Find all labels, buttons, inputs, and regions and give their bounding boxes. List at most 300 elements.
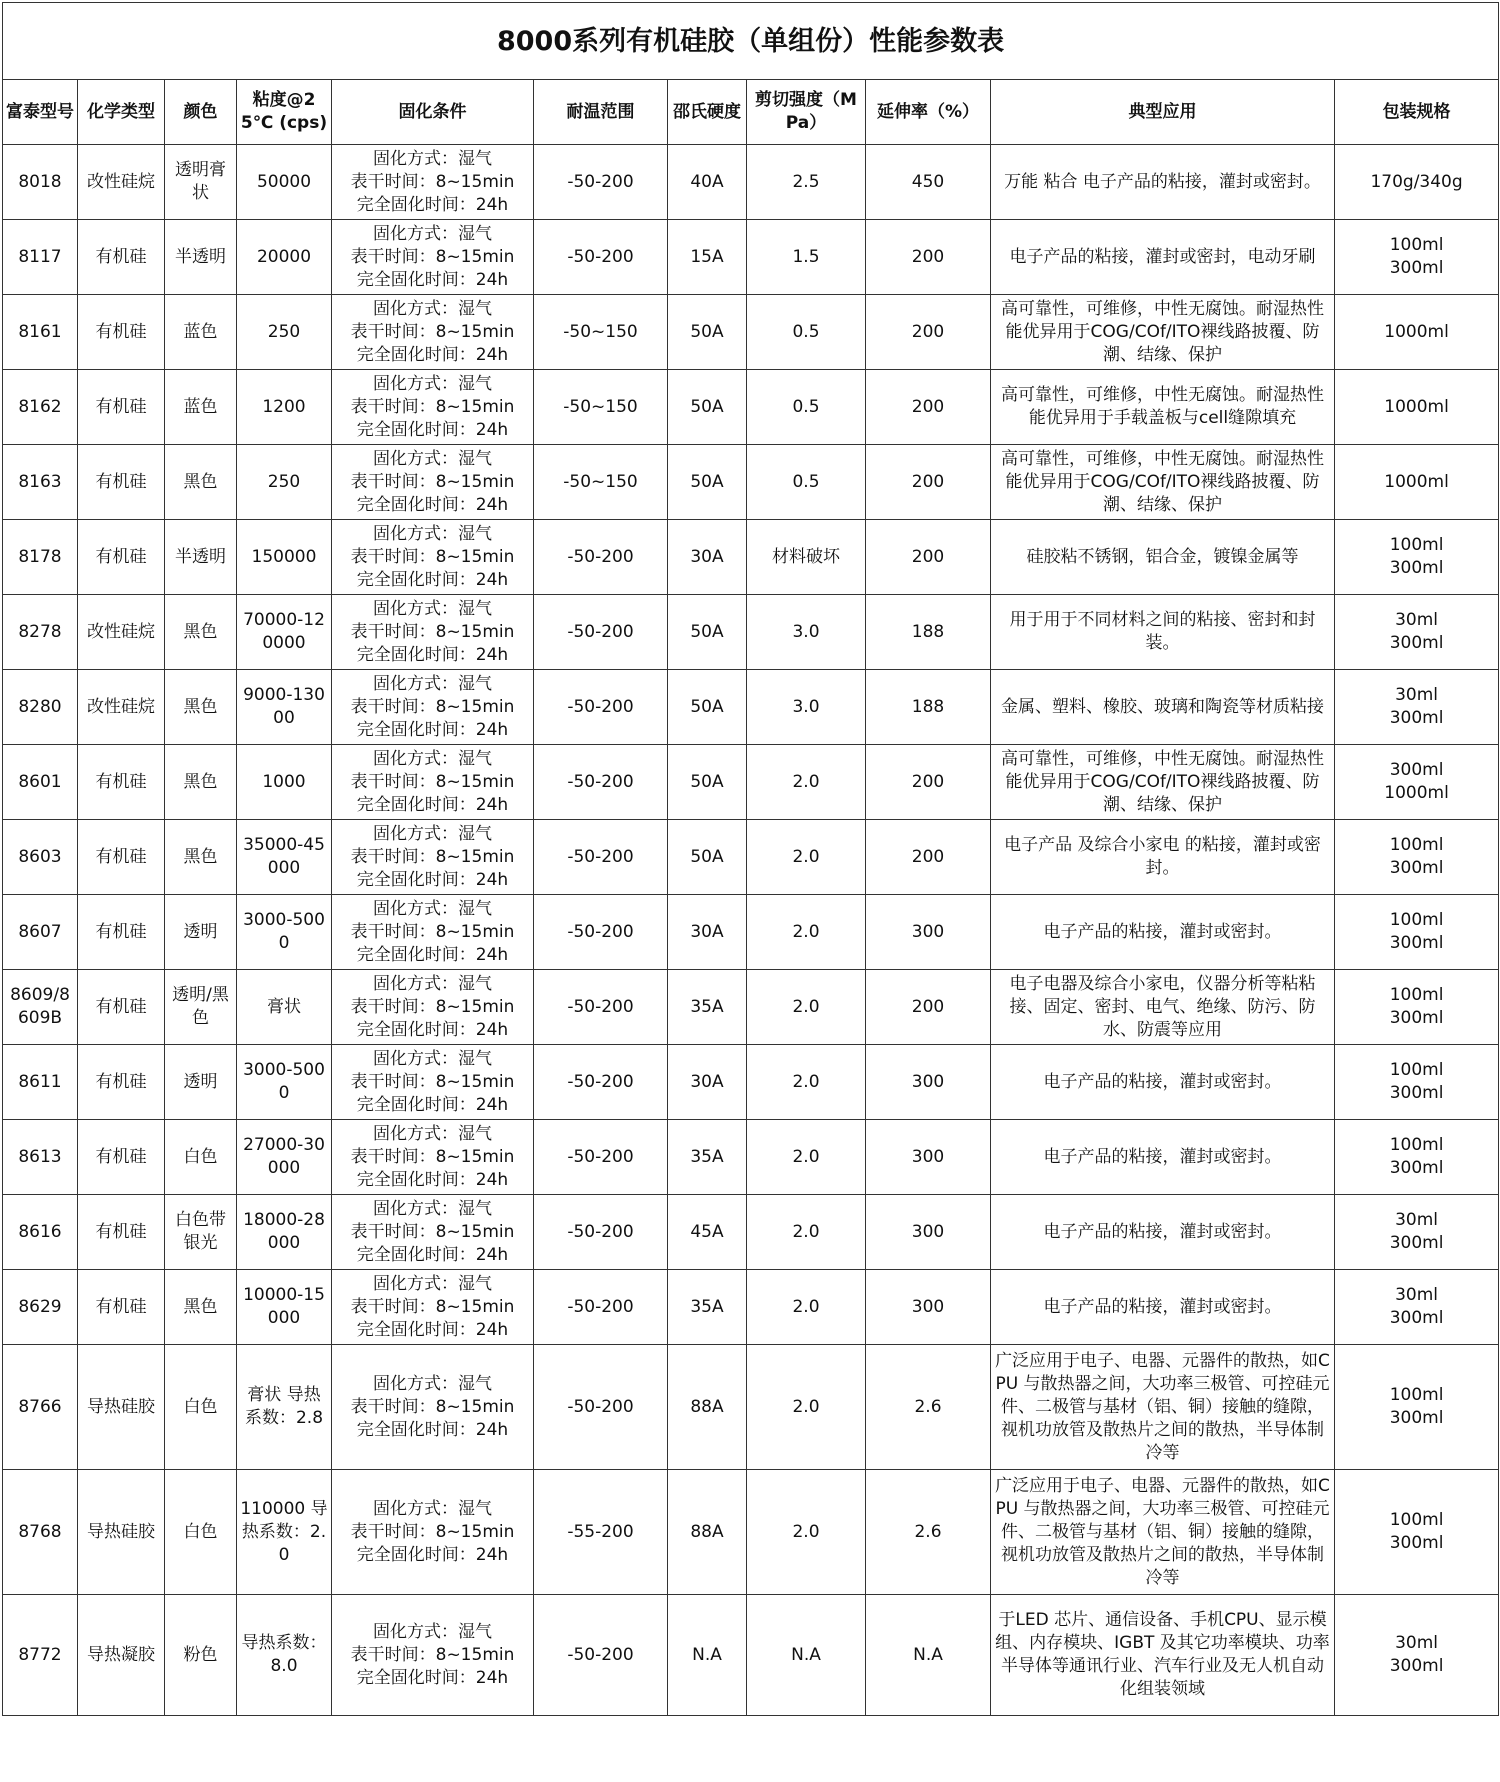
- cell-chem: 有机硅: [78, 820, 165, 895]
- pack-pack2: 300ml: [1389, 858, 1444, 878]
- cell-elong: N.A: [866, 1595, 991, 1716]
- cell-viscosity: 3000-5000: [237, 1045, 332, 1120]
- cure-line1: 固化方式：湿气: [373, 373, 492, 394]
- cell-app: 电子产品 及综合小家电 的粘接，灌封或密封。: [991, 820, 1335, 895]
- cell-pack: [1335, 220, 1499, 295]
- table-row: [3, 295, 1499, 370]
- cell-pack: [1335, 595, 1499, 670]
- cell-shear: 0.5: [747, 295, 866, 370]
- cell-model: 8162: [3, 370, 78, 445]
- cell-hardness: 30A: [668, 520, 747, 595]
- cell-elong: 450: [866, 145, 991, 220]
- pack-pack1: 30ml: [1395, 610, 1439, 630]
- table-row: [3, 370, 1499, 445]
- cure-line2: 表干时间：8~15min: [350, 396, 515, 417]
- cell-color: 透明/黑色: [165, 970, 237, 1045]
- cell-pack: [1335, 1470, 1499, 1595]
- cure-line3: 完全固化时间：24h: [356, 794, 509, 815]
- cell-app: 电子产品的粘接，灌封或密封。: [991, 1195, 1335, 1270]
- cell-elong: 200: [866, 820, 991, 895]
- cell-color: 黑色: [165, 745, 237, 820]
- cell-pack: [1335, 370, 1499, 445]
- table-row: [3, 1595, 1499, 1716]
- header-app: 典型应用: [991, 80, 1335, 145]
- cell-model: 8161: [3, 295, 78, 370]
- cell-pack: [1335, 1195, 1499, 1270]
- cell-model: 8163: [3, 445, 78, 520]
- cell-chem: 有机硅: [78, 970, 165, 1045]
- cell-shear: 3.0: [747, 670, 866, 745]
- cell-shear: 2.0: [747, 1120, 866, 1195]
- cure-line2: 表干时间：8~15min: [350, 621, 515, 642]
- cell-temp: -50-200: [534, 820, 668, 895]
- cell-hardness: 50A: [668, 295, 747, 370]
- cure-line2: 表干时间：8~15min: [350, 696, 515, 717]
- cell-viscosity: 导热系数：8.0: [237, 1595, 332, 1716]
- pack-pack1: 170g/340g: [1370, 171, 1463, 192]
- cell-model: 8280: [3, 670, 78, 745]
- cell-chem: 导热凝胶: [78, 1595, 165, 1716]
- cell-pack: [1335, 1270, 1499, 1345]
- cure-line3: 完全固化时间：24h: [356, 1319, 509, 1340]
- pack-pack2: 300ml: [1389, 1233, 1444, 1253]
- cell-app: 用于用于不同材料之间的粘接、密封和封装。: [991, 595, 1335, 670]
- cell-app: 金属、塑料、橡胶、玻璃和陶瓷等材质粘接: [991, 670, 1335, 745]
- cell-temp: -55-200: [534, 1470, 668, 1595]
- cure-line1: 固化方式：湿气: [373, 823, 492, 844]
- cell-pack: [1335, 1345, 1499, 1470]
- cell-elong: 200: [866, 220, 991, 295]
- cell-model: 8117: [3, 220, 78, 295]
- cell-color: 白色: [165, 1345, 237, 1470]
- pack-pack1: 1000ml: [1384, 396, 1449, 417]
- pack-pack2: 300ml: [1389, 1008, 1444, 1028]
- cure-line1: 固化方式：湿气: [373, 1373, 492, 1394]
- cell-hardness: 50A: [668, 820, 747, 895]
- cell-elong: 188: [866, 670, 991, 745]
- pack-pack2: 300ml: [1389, 1408, 1444, 1428]
- pack-pack2: 300ml: [1389, 708, 1444, 728]
- cell-chem: 有机硅: [78, 1270, 165, 1345]
- cell-app: 高可靠性，可维修，中性无腐蚀。耐湿热性能优异用于手载盖板与cell缝隙填充: [991, 370, 1335, 445]
- cell-temp: -50-200: [534, 670, 668, 745]
- cell-elong: 300: [866, 1045, 991, 1120]
- cell-chem: 有机硅: [78, 295, 165, 370]
- cell-temp: -50-200: [534, 520, 668, 595]
- cell-temp: -50-200: [534, 1195, 668, 1270]
- cure-line2: 表干时间：8~15min: [350, 1146, 515, 1167]
- cell-hardness: 45A: [668, 1195, 747, 1270]
- cell-viscosity: 27000-30000: [237, 1120, 332, 1195]
- cure-line1: 固化方式：湿气: [373, 448, 492, 469]
- cell-temp: -50~150: [534, 295, 668, 370]
- cell-chem: 有机硅: [78, 1045, 165, 1120]
- cell-model: 8603: [3, 820, 78, 895]
- cell-hardness: 35A: [668, 970, 747, 1045]
- cell-cure: [332, 1195, 534, 1270]
- cell-app: 广泛应用于电子、电器、元器件的散热，如CPU 与散热器之间，大功率三极管、可控硅元件、二极管与基材（铝、铜）接触的缝隙，视机功放管及散热片之间的散热，半导体制冷等: [991, 1345, 1335, 1470]
- cell-hardness: 35A: [668, 1270, 747, 1345]
- table-row: [3, 1270, 1499, 1345]
- page-title: 8000系列有机硅胶（单组份）性能参数表: [3, 3, 1499, 80]
- spec-sheet: [2, 2, 1498, 1762]
- cure-line3: 完全固化时间：24h: [356, 644, 509, 665]
- pack-pack2: 300ml: [1389, 1158, 1444, 1178]
- cell-elong: 200: [866, 745, 991, 820]
- cure-line2: 表干时间：8~15min: [350, 771, 515, 792]
- cell-temp: -50-200: [534, 145, 668, 220]
- cell-model: 8607: [3, 895, 78, 970]
- cell-elong: 200: [866, 445, 991, 520]
- table-row: [3, 1195, 1499, 1270]
- pack-pack1: 30ml: [1395, 1285, 1439, 1305]
- table-row: [3, 1120, 1499, 1195]
- pack-pack1: 100ml: [1389, 1385, 1444, 1405]
- cell-viscosity: 1000: [237, 745, 332, 820]
- cure-line3: 完全固化时间：24h: [356, 1419, 509, 1440]
- pack-pack1: 1000ml: [1384, 321, 1449, 342]
- cell-hardness: 35A: [668, 1120, 747, 1195]
- cell-shear: 0.5: [747, 445, 866, 520]
- cell-color: 蓝色: [165, 295, 237, 370]
- cure-line3: 完全固化时间：24h: [356, 1169, 509, 1190]
- cell-shear: 0.5: [747, 370, 866, 445]
- cell-cure: [332, 970, 534, 1045]
- cell-chem: 有机硅: [78, 445, 165, 520]
- cell-hardness: 50A: [668, 745, 747, 820]
- table-row: [3, 820, 1499, 895]
- cure-line3: 完全固化时间：24h: [356, 869, 509, 890]
- cell-elong: 300: [866, 1270, 991, 1345]
- cell-viscosity: 150000: [237, 520, 332, 595]
- cell-elong: 300: [866, 1195, 991, 1270]
- cell-hardness: 88A: [668, 1470, 747, 1595]
- header-chem: 化学类型: [78, 80, 165, 145]
- cell-viscosity: 1200: [237, 370, 332, 445]
- table-row: [3, 520, 1499, 595]
- cure-line1: 固化方式：湿气: [373, 898, 492, 919]
- cell-color: 白色: [165, 1120, 237, 1195]
- cell-cure: [332, 445, 534, 520]
- pack-pack2: 300ml: [1389, 1533, 1444, 1553]
- cure-line3: 完全固化时间：24h: [356, 1244, 509, 1265]
- cell-cure: [332, 520, 534, 595]
- cure-line3: 完全固化时间：24h: [356, 419, 509, 440]
- cell-cure: [332, 745, 534, 820]
- table-row: [3, 970, 1499, 1045]
- cure-line2: 表干时间：8~15min: [350, 1296, 515, 1317]
- cure-line1: 固化方式：湿气: [373, 1498, 492, 1519]
- pack-pack2: 1000ml: [1384, 783, 1449, 803]
- cell-cure: [332, 295, 534, 370]
- cure-line2: 表干时间：8~15min: [350, 171, 515, 192]
- cell-model: 8278: [3, 595, 78, 670]
- cell-model: 8601: [3, 745, 78, 820]
- cell-chem: 改性硅烷: [78, 145, 165, 220]
- cell-temp: -50-200: [534, 220, 668, 295]
- cure-line1: 固化方式：湿气: [373, 1273, 492, 1294]
- cell-shear: 2.0: [747, 820, 866, 895]
- cell-cure: [332, 1045, 534, 1120]
- cell-pack: [1335, 745, 1499, 820]
- cure-line3: 完全固化时间：24h: [356, 269, 509, 290]
- header-color: 颜色: [165, 80, 237, 145]
- cure-line3: 完全固化时间：24h: [356, 344, 509, 365]
- cure-line1: 固化方式：湿气: [373, 523, 492, 544]
- header-row: [3, 80, 1499, 145]
- cure-line2: 表干时间：8~15min: [350, 546, 515, 567]
- cell-shear: 2.0: [747, 1195, 866, 1270]
- cell-model: 8611: [3, 1045, 78, 1120]
- cell-temp: -50-200: [534, 1270, 668, 1345]
- header-elong: 延伸率（%）: [866, 80, 991, 145]
- table-row: [3, 1470, 1499, 1595]
- cell-shear: N.A: [747, 1595, 866, 1716]
- cure-line1: 固化方式：湿气: [373, 673, 492, 694]
- cell-app: 电子电器及综合小家电，仪器分析等粘粘接、固定、密封、电气、绝缘、防污、防水、防震等应用: [991, 970, 1335, 1045]
- cell-color: 蓝色: [165, 370, 237, 445]
- cure-line1: 固化方式：湿气: [373, 1198, 492, 1219]
- cell-model: 8629: [3, 1270, 78, 1345]
- cure-line3: 完全固化时间：24h: [356, 1094, 509, 1115]
- cell-elong: 200: [866, 970, 991, 1045]
- cell-model: 8766: [3, 1345, 78, 1470]
- cell-model: 8613: [3, 1120, 78, 1195]
- cell-pack: [1335, 1045, 1499, 1120]
- table-row: [3, 445, 1499, 520]
- cell-temp: -50-200: [534, 895, 668, 970]
- cell-chem: 有机硅: [78, 1195, 165, 1270]
- cell-cure: [332, 1470, 534, 1595]
- cure-line2: 表干时间：8~15min: [350, 1221, 515, 1242]
- cell-pack: [1335, 145, 1499, 220]
- cell-color: 半透明: [165, 220, 237, 295]
- pack-pack1: 30ml: [1395, 1633, 1439, 1653]
- cure-line2: 表干时间：8~15min: [350, 996, 515, 1017]
- cell-cure: [332, 1270, 534, 1345]
- cell-hardness: 15A: [668, 220, 747, 295]
- pack-pack1: 100ml: [1389, 835, 1444, 855]
- cell-temp: -50-200: [534, 970, 668, 1045]
- cell-chem: 导热硅胶: [78, 1470, 165, 1595]
- cell-color: 粉色: [165, 1595, 237, 1716]
- cell-pack: [1335, 445, 1499, 520]
- cell-elong: 2.6: [866, 1470, 991, 1595]
- cell-color: 黑色: [165, 1270, 237, 1345]
- table-row: [3, 1045, 1499, 1120]
- cell-temp: -50-200: [534, 1345, 668, 1470]
- cure-line2: 表干时间：8~15min: [350, 1521, 515, 1542]
- table-row: [3, 220, 1499, 295]
- pack-pack1: 100ml: [1389, 1510, 1444, 1530]
- cell-cure: [332, 895, 534, 970]
- header-pack: 包装规格: [1335, 80, 1499, 145]
- table-row: [3, 145, 1499, 220]
- cell-hardness: 30A: [668, 1045, 747, 1120]
- header-model: 富泰型号: [3, 80, 78, 145]
- cell-chem: 改性硅烷: [78, 595, 165, 670]
- cell-hardness: 50A: [668, 595, 747, 670]
- cell-shear: 2.5: [747, 145, 866, 220]
- cure-line1: 固化方式：湿气: [373, 748, 492, 769]
- pack-pack1: 100ml: [1389, 910, 1444, 930]
- cell-hardness: 88A: [668, 1345, 747, 1470]
- cure-line2: 表干时间：8~15min: [350, 846, 515, 867]
- header-cure: 固化条件: [332, 80, 534, 145]
- cell-hardness: 40A: [668, 145, 747, 220]
- cell-viscosity: 3000-5000: [237, 895, 332, 970]
- cell-app: 电子产品的粘接，灌封或密封。: [991, 1120, 1335, 1195]
- cell-chem: 改性硅烷: [78, 670, 165, 745]
- cell-cure: [332, 1345, 534, 1470]
- cure-line1: 固化方式：湿气: [373, 598, 492, 619]
- spec-table: [2, 2, 1499, 1716]
- cell-elong: 200: [866, 520, 991, 595]
- cure-line2: 表干时间：8~15min: [350, 321, 515, 342]
- cell-viscosity: 50000: [237, 145, 332, 220]
- cell-app: 高可靠性，可维修，中性无腐蚀。耐湿热性能优异用于COG/COf/ITO裸线路披覆、防潮、结缘、保护: [991, 295, 1335, 370]
- header-viscosity: 粘度@25℃ (cps): [237, 80, 332, 145]
- cell-viscosity: 20000: [237, 220, 332, 295]
- cure-line2: 表干时间：8~15min: [350, 1071, 515, 1092]
- title-row: [3, 3, 1499, 80]
- pack-pack1: 100ml: [1389, 985, 1444, 1005]
- cure-line2: 表干时间：8~15min: [350, 471, 515, 492]
- cell-hardness: N.A: [668, 1595, 747, 1716]
- cell-model: 8018: [3, 145, 78, 220]
- pack-pack2: 300ml: [1389, 1308, 1444, 1328]
- cure-line3: 完全固化时间：24h: [356, 1544, 509, 1565]
- cell-pack: [1335, 1595, 1499, 1716]
- cell-cure: [332, 220, 534, 295]
- cell-shear: 3.0: [747, 595, 866, 670]
- cell-temp: -50~150: [534, 445, 668, 520]
- cell-color: 黑色: [165, 595, 237, 670]
- cure-line2: 表干时间：8~15min: [350, 921, 515, 942]
- cell-shear: 材料破坏: [747, 520, 866, 595]
- cell-model: 8768: [3, 1470, 78, 1595]
- pack-pack1: 100ml: [1389, 1060, 1444, 1080]
- cell-viscosity: 250: [237, 445, 332, 520]
- cell-app: 高可靠性，可维修，中性无腐蚀。耐湿热性能优异用于COG/COf/ITO裸线路披覆、防潮、结缘、保护: [991, 445, 1335, 520]
- cell-viscosity: 35000-45000: [237, 820, 332, 895]
- cell-elong: 188: [866, 595, 991, 670]
- cell-color: 透明: [165, 1045, 237, 1120]
- cell-elong: 2.6: [866, 1345, 991, 1470]
- header-hardness: 邵氏硬度: [668, 80, 747, 145]
- cell-pack: [1335, 970, 1499, 1045]
- cell-shear: 2.0: [747, 1270, 866, 1345]
- cell-viscosity: 膏状 导热系数：2.8: [237, 1345, 332, 1470]
- cell-cure: [332, 1595, 534, 1716]
- cell-app: 电子产品的粘接，灌封或密封，电动牙刷: [991, 220, 1335, 295]
- pack-pack2: 300ml: [1389, 1656, 1444, 1676]
- cell-hardness: 50A: [668, 370, 747, 445]
- cell-pack: [1335, 1120, 1499, 1195]
- pack-pack1: 1000ml: [1384, 471, 1449, 492]
- cell-viscosity: 9000-13000: [237, 670, 332, 745]
- cell-elong: 200: [866, 370, 991, 445]
- cell-chem: 有机硅: [78, 895, 165, 970]
- cell-hardness: 50A: [668, 670, 747, 745]
- cell-color: 透明膏状: [165, 145, 237, 220]
- cell-cure: [332, 595, 534, 670]
- cell-chem: 有机硅: [78, 220, 165, 295]
- cell-shear: 2.0: [747, 1045, 866, 1120]
- cell-pack: [1335, 895, 1499, 970]
- header-shear: 剪切强度（MPa）: [747, 80, 866, 145]
- cell-viscosity: 18000-28000: [237, 1195, 332, 1270]
- cell-hardness: 50A: [668, 445, 747, 520]
- cell-shear: 1.5: [747, 220, 866, 295]
- cell-app: 电子产品的粘接，灌封或密封。: [991, 1270, 1335, 1345]
- cure-line1: 固化方式：湿气: [373, 1621, 492, 1642]
- cure-line1: 固化方式：湿气: [373, 298, 492, 319]
- cell-color: 白色: [165, 1470, 237, 1595]
- table-row: [3, 595, 1499, 670]
- cell-pack: [1335, 295, 1499, 370]
- cell-color: 白色带银光: [165, 1195, 237, 1270]
- pack-pack2: 300ml: [1389, 633, 1444, 653]
- cell-model: 8609/8609B: [3, 970, 78, 1045]
- pack-pack1: 30ml: [1395, 1210, 1439, 1230]
- cell-shear: 2.0: [747, 895, 866, 970]
- cell-temp: -50-200: [534, 595, 668, 670]
- cell-model: 8616: [3, 1195, 78, 1270]
- cell-hardness: 30A: [668, 895, 747, 970]
- cure-line2: 表干时间：8~15min: [350, 1644, 515, 1665]
- pack-pack1: 100ml: [1389, 1135, 1444, 1155]
- cure-line3: 完全固化时间：24h: [356, 1019, 509, 1040]
- cell-temp: -50~150: [534, 370, 668, 445]
- cell-viscosity: 膏状: [237, 970, 332, 1045]
- table-row: [3, 1345, 1499, 1470]
- cell-cure: [332, 370, 534, 445]
- cure-line1: 固化方式：湿气: [373, 148, 492, 169]
- cell-temp: -50-200: [534, 1045, 668, 1120]
- cell-app: 于LED 芯片、通信设备、手机CPU、显示模组、内存模块、IGBT 及其它功率模块、功率半导体等通讯行业、汽车行业及无人机自动化组装领域: [991, 1595, 1335, 1716]
- cell-cure: [332, 820, 534, 895]
- cell-app: 电子产品的粘接，灌封或密封。: [991, 895, 1335, 970]
- cell-app: 高可靠性，可维修，中性无腐蚀。耐湿热性能优异用于COG/COf/ITO裸线路披覆、防潮、结缘、保护: [991, 745, 1335, 820]
- cell-app: 电子产品的粘接，灌封或密封。: [991, 1045, 1335, 1120]
- cell-viscosity: 250: [237, 295, 332, 370]
- cure-line3: 完全固化时间：24h: [356, 1667, 509, 1688]
- table-row: [3, 895, 1499, 970]
- pack-pack1: 100ml: [1389, 535, 1444, 555]
- pack-pack2: 300ml: [1389, 1083, 1444, 1103]
- cure-line3: 完全固化时间：24h: [356, 569, 509, 590]
- pack-pack2: 300ml: [1389, 558, 1444, 578]
- pack-pack1: 100ml: [1389, 235, 1444, 255]
- table-row: [3, 670, 1499, 745]
- cell-model: 8772: [3, 1595, 78, 1716]
- cell-cure: [332, 1120, 534, 1195]
- cell-app: 广泛应用于电子、电器、元器件的散热，如CPU 与散热器之间，大功率三极管、可控硅元件、二极管与基材（铝、铜）接触的缝隙，视机功放管及散热片之间的散热，半导体制冷等: [991, 1470, 1335, 1595]
- cure-line3: 完全固化时间：24h: [356, 494, 509, 515]
- cell-shear: 2.0: [747, 1470, 866, 1595]
- pack-pack1: 300ml: [1389, 760, 1444, 780]
- cure-line1: 固化方式：湿气: [373, 1048, 492, 1069]
- pack-pack1: 30ml: [1395, 685, 1439, 705]
- cure-line1: 固化方式：湿气: [373, 1123, 492, 1144]
- table-row: [3, 745, 1499, 820]
- cell-temp: -50-200: [534, 745, 668, 820]
- cell-chem: 有机硅: [78, 370, 165, 445]
- header-temp: 耐温范围: [534, 80, 668, 145]
- cell-viscosity: 110000 导热系数：2.0: [237, 1470, 332, 1595]
- cell-pack: [1335, 820, 1499, 895]
